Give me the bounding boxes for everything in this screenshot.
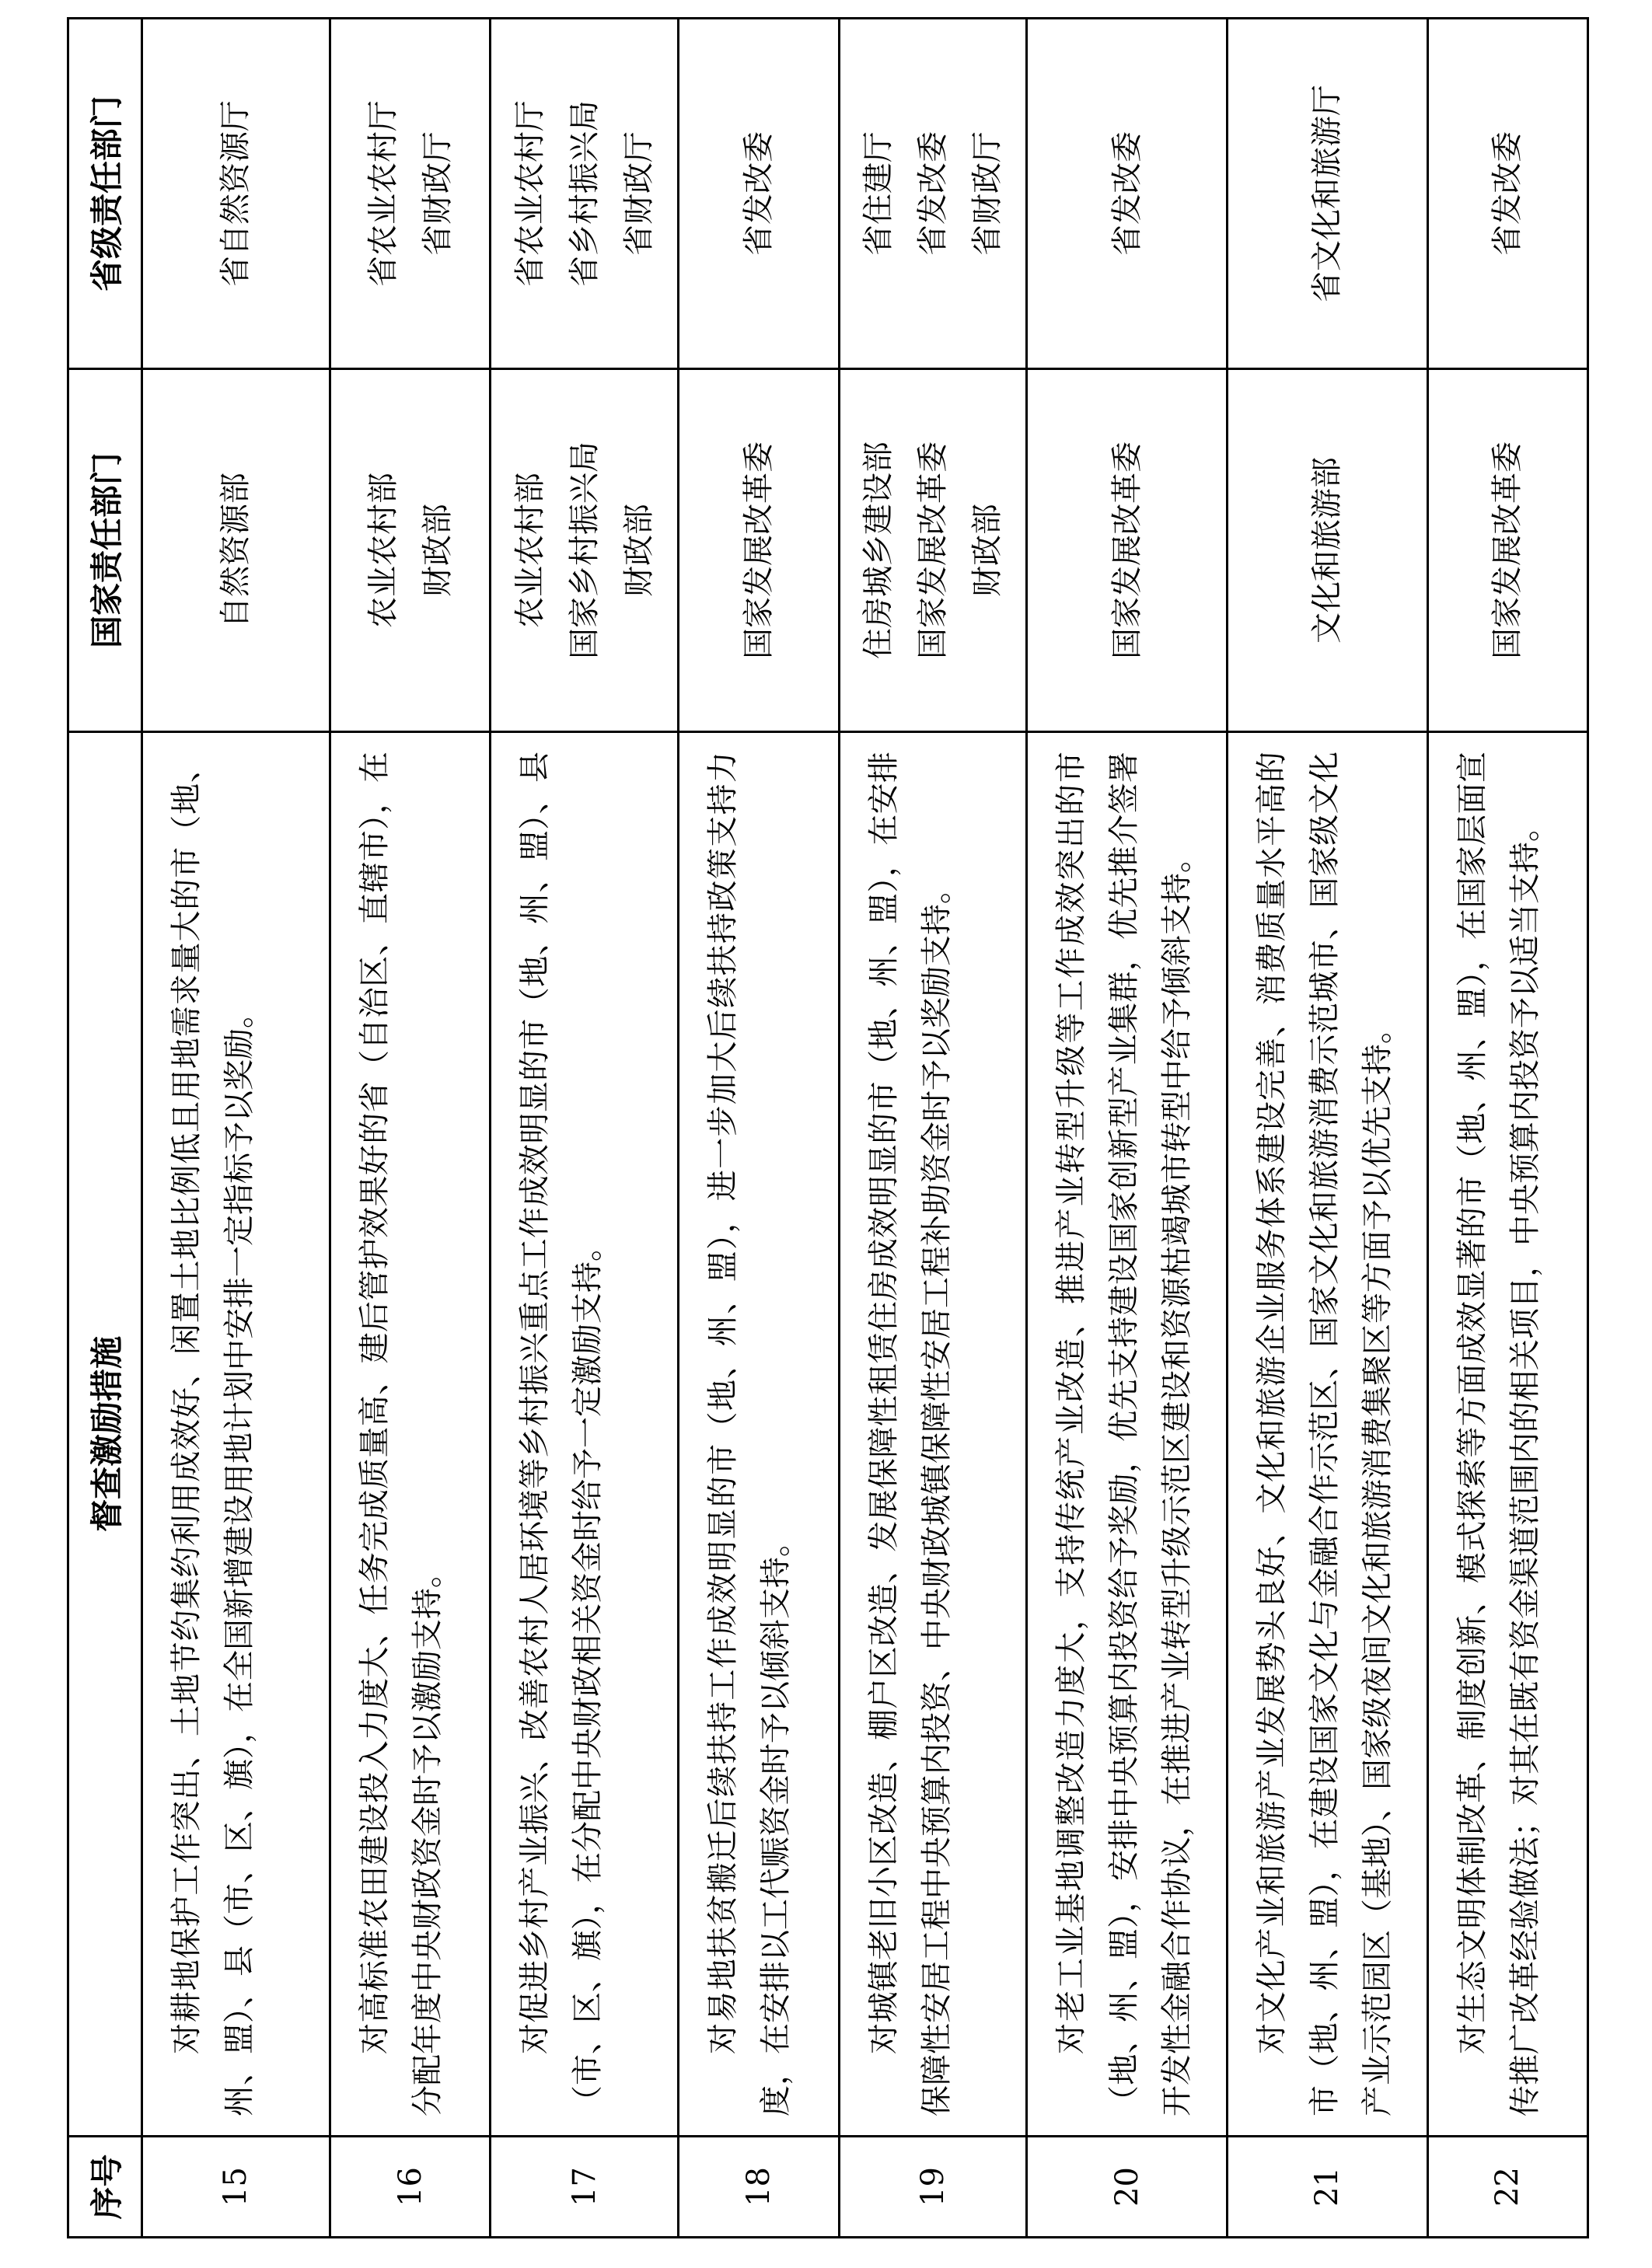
- row-national-dept: [1027, 369, 1228, 732]
- national-dept-name: 国家乡村振兴局: [566, 441, 602, 659]
- row-seq: 17: [491, 2137, 679, 2238]
- row-national-dept: [679, 369, 839, 732]
- provincial-dept-name: 省发改委: [740, 131, 777, 256]
- table-row: [839, 19, 1027, 2238]
- table-row: [142, 19, 330, 2238]
- row-provincial-dept: [1027, 19, 1228, 369]
- table-row: [1227, 19, 1427, 2238]
- row-provincial-dept: [1427, 19, 1588, 369]
- row-measure: 对生态文明体制改革、制度创新、模式探索等方面成效显著的市（地、州、盟），在国家层面宣传推广改革经验做法；对其在既有资金渠道范围内的相关项目，中央预算内投资予以适当支持。: [1427, 732, 1588, 2137]
- table-row: [679, 19, 839, 2238]
- row-national-dept: [142, 369, 330, 732]
- national-dept-name: 国家发展改革委: [1109, 441, 1145, 659]
- national-dept-name: 国家发展改革委: [915, 441, 952, 659]
- row-provincial-dept: [330, 19, 490, 369]
- provincial-dept-name: 省财政厅: [419, 131, 456, 256]
- provincial-dept-name: 省发改委: [1490, 131, 1526, 256]
- header-national-dept: 国家责任部门: [68, 369, 142, 732]
- row-measure: 对易地扶贫搬迁后续扶持工作成效明显的市（地、州、盟），进一步加大后续扶持政策支持力度，在安排以工代赈资金时予以倾斜支持。: [679, 732, 839, 2137]
- row-provincial-dept: [1227, 19, 1427, 369]
- table-row: [330, 19, 490, 2238]
- row-measure: 对城镇老旧小区改造、棚户区改造、发展保障性租赁住房成效明显的市（地、州、盟），在安排保障性安居工程中央预算内投资、中央财政城镇保障性安居工程补助资金时予以奖励支持。: [839, 732, 1027, 2137]
- provincial-dept-name: 省农业农村厅: [365, 100, 401, 287]
- row-seq: 19: [839, 2137, 1027, 2238]
- row-provincial-dept: [142, 19, 330, 369]
- provincial-dept-name: 省自然资源厅: [218, 100, 254, 287]
- provincial-dept-name: 省财政厅: [969, 131, 1006, 256]
- header-measure: 督查激励措施: [68, 732, 142, 2137]
- table-row: [1027, 19, 1228, 2238]
- row-national-dept: [1227, 369, 1427, 732]
- row-seq: 21: [1227, 2137, 1427, 2238]
- row-national-dept: [491, 369, 679, 732]
- row-provincial-dept: [839, 19, 1027, 369]
- row-seq: 15: [142, 2137, 330, 2238]
- row-measure: 对老工业基地调整改造力度大，支持传统产业改造、推进产业转型升级等工作成效突出的市（地、州、盟），安排中央预算内投资给予奖励，优先支持建设国家创新型产业集群，优先推介签署开发性金融合作协议，在推进产业转型升级示范区建设和资源枯竭城市转型中给予倾斜支持。: [1027, 732, 1228, 2137]
- row-national-dept: [330, 369, 490, 732]
- national-dept-name: 文化和旅游部: [1309, 457, 1346, 644]
- row-provincial-dept: [679, 19, 839, 369]
- row-seq: 22: [1427, 2137, 1588, 2238]
- provincial-dept-name: 省乡村振兴局: [566, 100, 602, 287]
- rotated-table-container: [67, 19, 1589, 2238]
- header-seq: 序号: [68, 2137, 142, 2238]
- national-dept-name: 住房城乡建设部: [861, 441, 897, 659]
- row-measure: 对耕地保护工作突出、土地节约集约利用成效好、闲置土地比例低且用地需求量大的市（地、州、盟）、县（市、区、旗），在全国新增建设用地计划中安排一定指标予以奖励。: [142, 732, 330, 2137]
- national-dept-name: 农业农村部: [365, 473, 401, 628]
- provincial-dept-name: 省农业农村厅: [512, 100, 548, 287]
- national-dept-name: 自然资源部: [218, 473, 254, 628]
- national-dept-name: 国家发展改革委: [1490, 441, 1526, 659]
- row-national-dept: [1427, 369, 1588, 732]
- table-row: [491, 19, 679, 2238]
- national-dept-name: 农业农村部: [512, 473, 548, 628]
- provincial-dept-name: 省文化和旅游厅: [1309, 85, 1346, 302]
- row-measure: 对文化产业和旅游产业发展势头良好、文化和旅游企业服务体系建设完善、消费质量水平高的市（地、州、盟），在建设国家文化与金融合作示范区、国家文化和旅游消费示范城市、国家级文化产业示范园区（基地）、国家级夜间文化和旅游消费集聚区等方面予以优先支持。: [1227, 732, 1427, 2137]
- row-seq: 20: [1027, 2137, 1228, 2238]
- row-measure: 对促进乡村产业振兴、改善农村人居环境等乡村振兴重点工作成效明显的市（地、州、盟）、县（市、区、旗），在分配中央财政相关资金时给予一定激励支持。: [491, 732, 679, 2137]
- row-measure: 对高标准农田建设投入力度大、任务完成质量高、建后管护效果好的省（自治区、直辖市），在分配年度中央财政资金时予以激励支持。: [330, 732, 490, 2137]
- provincial-dept-name: 省发改委: [915, 131, 952, 256]
- table-header-row: [68, 19, 142, 2238]
- row-provincial-dept: [491, 19, 679, 369]
- row-seq: 18: [679, 2137, 839, 2238]
- table-row: [1427, 19, 1588, 2238]
- national-dept-name: 财政部: [419, 504, 456, 597]
- incentive-measures-table: [67, 17, 1589, 2238]
- national-dept-name: 财政部: [620, 504, 657, 597]
- national-dept-name: 国家发展改革委: [740, 441, 777, 659]
- row-national-dept: [839, 369, 1027, 732]
- provincial-dept-name: 省发改委: [1109, 131, 1145, 256]
- provincial-dept-name: 省住建厅: [861, 131, 897, 256]
- header-provincial-dept: 省级责任部门: [68, 19, 142, 369]
- provincial-dept-name: 省财政厅: [620, 131, 657, 256]
- row-seq: 16: [330, 2137, 490, 2238]
- national-dept-name: 财政部: [969, 504, 1006, 597]
